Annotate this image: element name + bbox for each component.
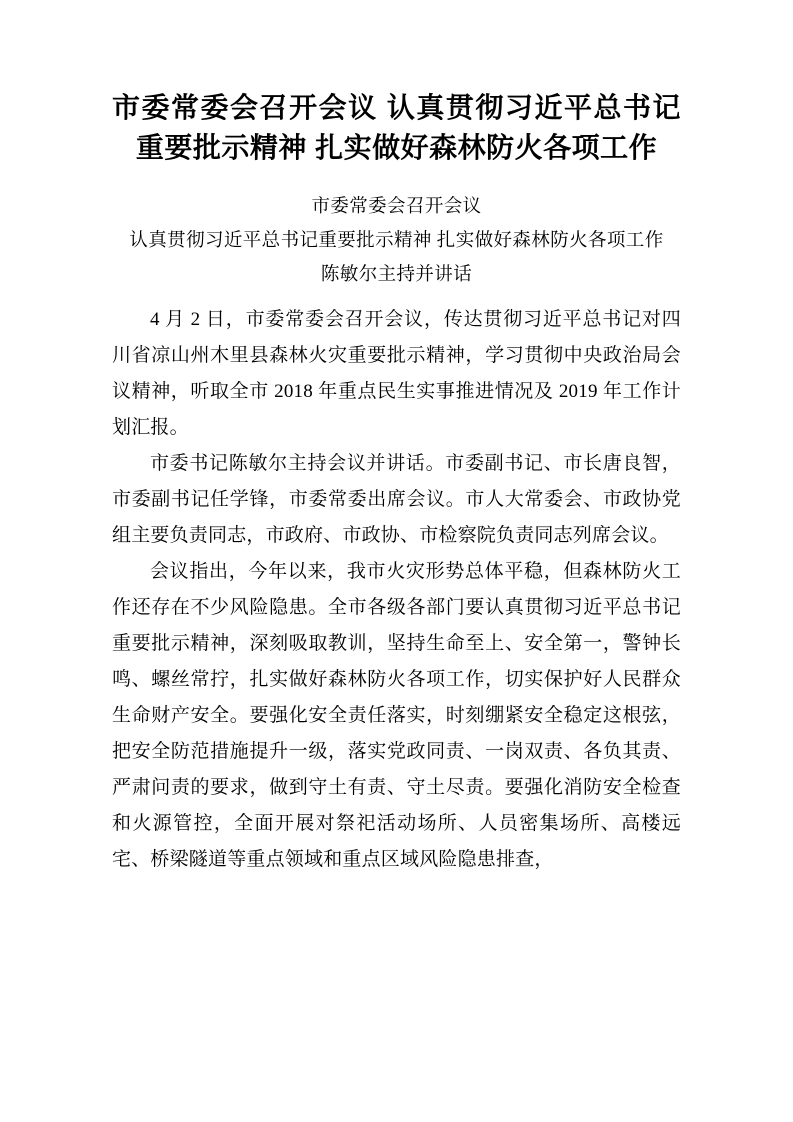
body-paragraph-2: 市委书记陈敏尔主持会议并讲话。市委副书记、市长唐良智，市委副书记任学锋，市委常委出席会议。市人大常委会、市政协党组主要负责同志，市政府、市政协、市检察院负责同志列席会议。 <box>112 453 681 546</box>
subtitle-line-3: 陈敏尔主持并讲话 <box>320 265 473 285</box>
body-paragraph-3: 会议指出，今年以来，我市火灾形势总体平稳，但森林防火工作还存在不少风险隐患。全市各级各部门要认真贯彻习近平总书记重要批示精神，深刻吸取教训，坚持生命至上、安全第一，警钟长鸣、螺丝常拧，扎实做好森林防火各项工作，切实保护好人民群众生命财产安全。要强化安全责任落实，时刻绷紧安全稳定这根弦，把安全防范措施提升一级，落实党政同责、一岗双责、各负其责、严肃问责的要求，做到守土有责、守土尽责。要强化消防安全检查和火源管控，全面开展对祭祀活动场所、人员密集场所、高楼远宅、桥梁隧道等重点领域和重点区域风险隐患排查， <box>112 561 681 870</box>
subtitle-block <box>112 190 681 292</box>
subtitle-line-2: 认真贯彻习近平总书记重要批示精神 扎实做好森林防火各项工作 <box>129 231 664 251</box>
body-paragraph-1: 4 月 2 日，市委常委会召开会议，传达贯彻习近平总书记对四川省凉山州木里县森林火灾重要批示精神，学习贯彻中央政治局会议精神，听取全市 2018 年重点民生实事推进情况及 2019 年工作计划汇报。 <box>112 309 681 438</box>
page-title: 市委常委会召开会议 认真贯彻习近平总书记重要批示精神 扎实做好森林防火各项工作 <box>112 92 681 163</box>
subtitle-line-1: 市委常委会召开会议 <box>311 197 482 217</box>
